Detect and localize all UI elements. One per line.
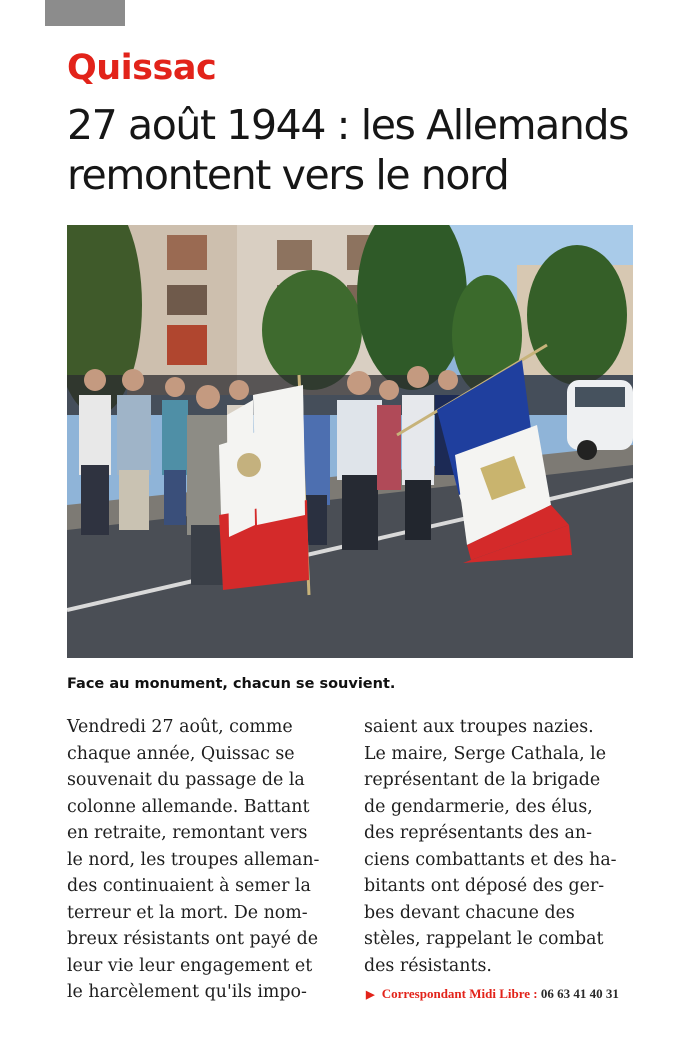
body-line: le harcèlement qu'ils impo- bbox=[67, 982, 307, 1002]
body-line: saient aux troupes nazies. bbox=[364, 717, 594, 737]
body-line: bitants ont déposé des ger- bbox=[364, 876, 605, 896]
body-line: bes devant chacune des bbox=[364, 902, 575, 923]
body-line: représentant de la brigade bbox=[364, 770, 601, 790]
body-line: terreur et la mort. De nom- bbox=[67, 902, 308, 923]
triangle-arrow-icon: ▶ bbox=[366, 989, 375, 1001]
body-line: des représentants des an- bbox=[364, 823, 592, 843]
body-line: le nord, les troupes alleman- bbox=[67, 849, 320, 870]
body-line: Le maire, Serge Cathala, le bbox=[364, 743, 606, 764]
correspondent-credit bbox=[366, 986, 619, 1002]
credit-phone: 06 63 41 40 31 bbox=[540, 986, 619, 1001]
article-photo bbox=[67, 225, 633, 658]
top-gray-tab bbox=[45, 0, 125, 26]
body-line: chaque année, Quissac se bbox=[67, 743, 295, 764]
body-line: des résistants. bbox=[364, 955, 492, 976]
headline-line: 27 août 1944 : les Allemands bbox=[67, 101, 629, 149]
body-line: ciens combattants et des ha- bbox=[364, 849, 617, 870]
body-line: breux résistants ont payé de bbox=[67, 929, 319, 949]
body-column-right bbox=[364, 714, 636, 979]
section-kicker: Quissac bbox=[67, 48, 217, 88]
credit-label: Correspondant Midi Libre : bbox=[381, 986, 538, 1001]
body-line: colonne allemande. Battant bbox=[67, 796, 310, 817]
body-line: stèles, rappelant le combat bbox=[364, 929, 604, 949]
body-line: des continuaient à semer la bbox=[67, 876, 311, 896]
headline bbox=[67, 100, 657, 200]
headline-line: remontent vers le nord bbox=[67, 151, 509, 199]
body-line: Vendredi 27 août, comme bbox=[67, 717, 293, 737]
body-line: leur vie leur engagement et bbox=[67, 955, 313, 976]
body-column-left bbox=[67, 714, 339, 1006]
body-line: en retraite, remontant vers bbox=[67, 823, 308, 843]
body-line: souvenait du passage de la bbox=[67, 770, 305, 790]
photo-caption: Face au monument, chacun se souvient. bbox=[67, 676, 396, 692]
body-line: de gendarmerie, des élus, bbox=[364, 796, 593, 817]
